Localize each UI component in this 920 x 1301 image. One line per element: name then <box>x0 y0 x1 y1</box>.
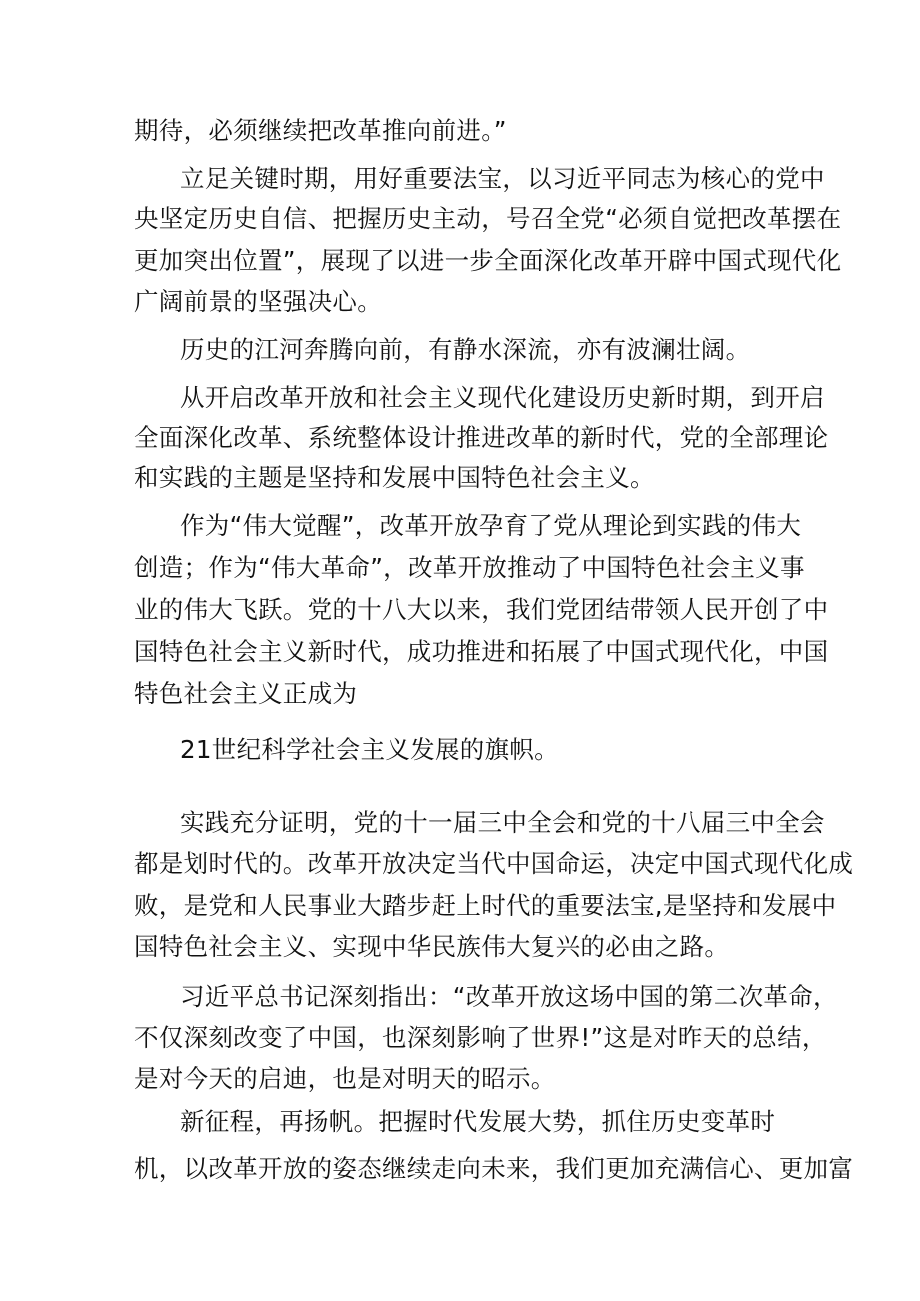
text-line: 21世纪科学社会主义发展的旗帜。 <box>180 735 559 764</box>
text-line: 业的伟大飞跃。党的十八大以来，我们党团结带领人民开创了中 <box>134 595 829 624</box>
text-line: 国特色社会主义新时代，成功推进和拓展了中国式现代化，中国 <box>134 637 829 666</box>
text-line: 特色社会主义正成为 <box>134 679 358 708</box>
text-line: 机，以改革开放的姿态继续走向未来，我们更加充满信心、更加富 <box>134 1154 854 1183</box>
text-line: 国特色社会主义、实现中华民族伟大复兴的必由之路。 <box>134 932 730 961</box>
text-line: 央坚定历史自信、把握历史主动，号召全党“必须自觉把改革摆在 <box>134 204 842 233</box>
text-line: 都是划时代的。改革开放决定当代中国命运，决定中国式现代化成 <box>134 849 854 878</box>
text-line: 和实践的主题是坚持和发展中国特色社会主义。 <box>134 463 655 492</box>
text-line: 全面深化改革、系统整体设计推进改革的新时代，党的全部理论 <box>134 423 829 452</box>
text-line: 历史的江河奔腾向前，有静水深流，亦有波澜壮阔。 <box>180 335 751 364</box>
text-line: 从开启改革开放和社会主义现代化建设历史新时期，到开启 <box>180 383 825 412</box>
text-line: 更加突出位置”，展现了以进一步全面深化改革开辟中国式现代化 <box>134 246 842 275</box>
text-line: 广阔前景的坚强决心。 <box>134 287 382 316</box>
text-line: 实践充分证明，党的十一届三中全会和党的十八届三中全会 <box>180 808 825 837</box>
text-line: 习近平总书记深刻指出：“改革开放这场中国的第二次革命， <box>180 982 838 1011</box>
text-line: 不仅深刻改变了中国，也深刻影响了世界!”这是对昨天的总结， <box>134 1023 827 1052</box>
text-line: 是对今天的启迪，也是对明天的昭示。 <box>134 1064 556 1093</box>
text-line: 败，是党和人民事业大踏步赶上时代的重要法宝,是坚持和发展中 <box>134 891 837 920</box>
text-line: 作为“伟大觉醒”，改革开放孕育了党从理论到实践的伟大 <box>180 511 802 540</box>
text-line: 立足关键时期，用好重要法宝，以习近平同志为核心的党中 <box>180 164 825 193</box>
text-line: 新征程，再扬帆。把握时代发展大势，抓住历史变革时 <box>180 1107 776 1136</box>
text-line: 创造；作为“伟大革命”，改革开放推动了中国特色社会主义事 <box>134 553 805 582</box>
text-line: 期待，必须继续把改革推向前进。” <box>134 116 507 145</box>
